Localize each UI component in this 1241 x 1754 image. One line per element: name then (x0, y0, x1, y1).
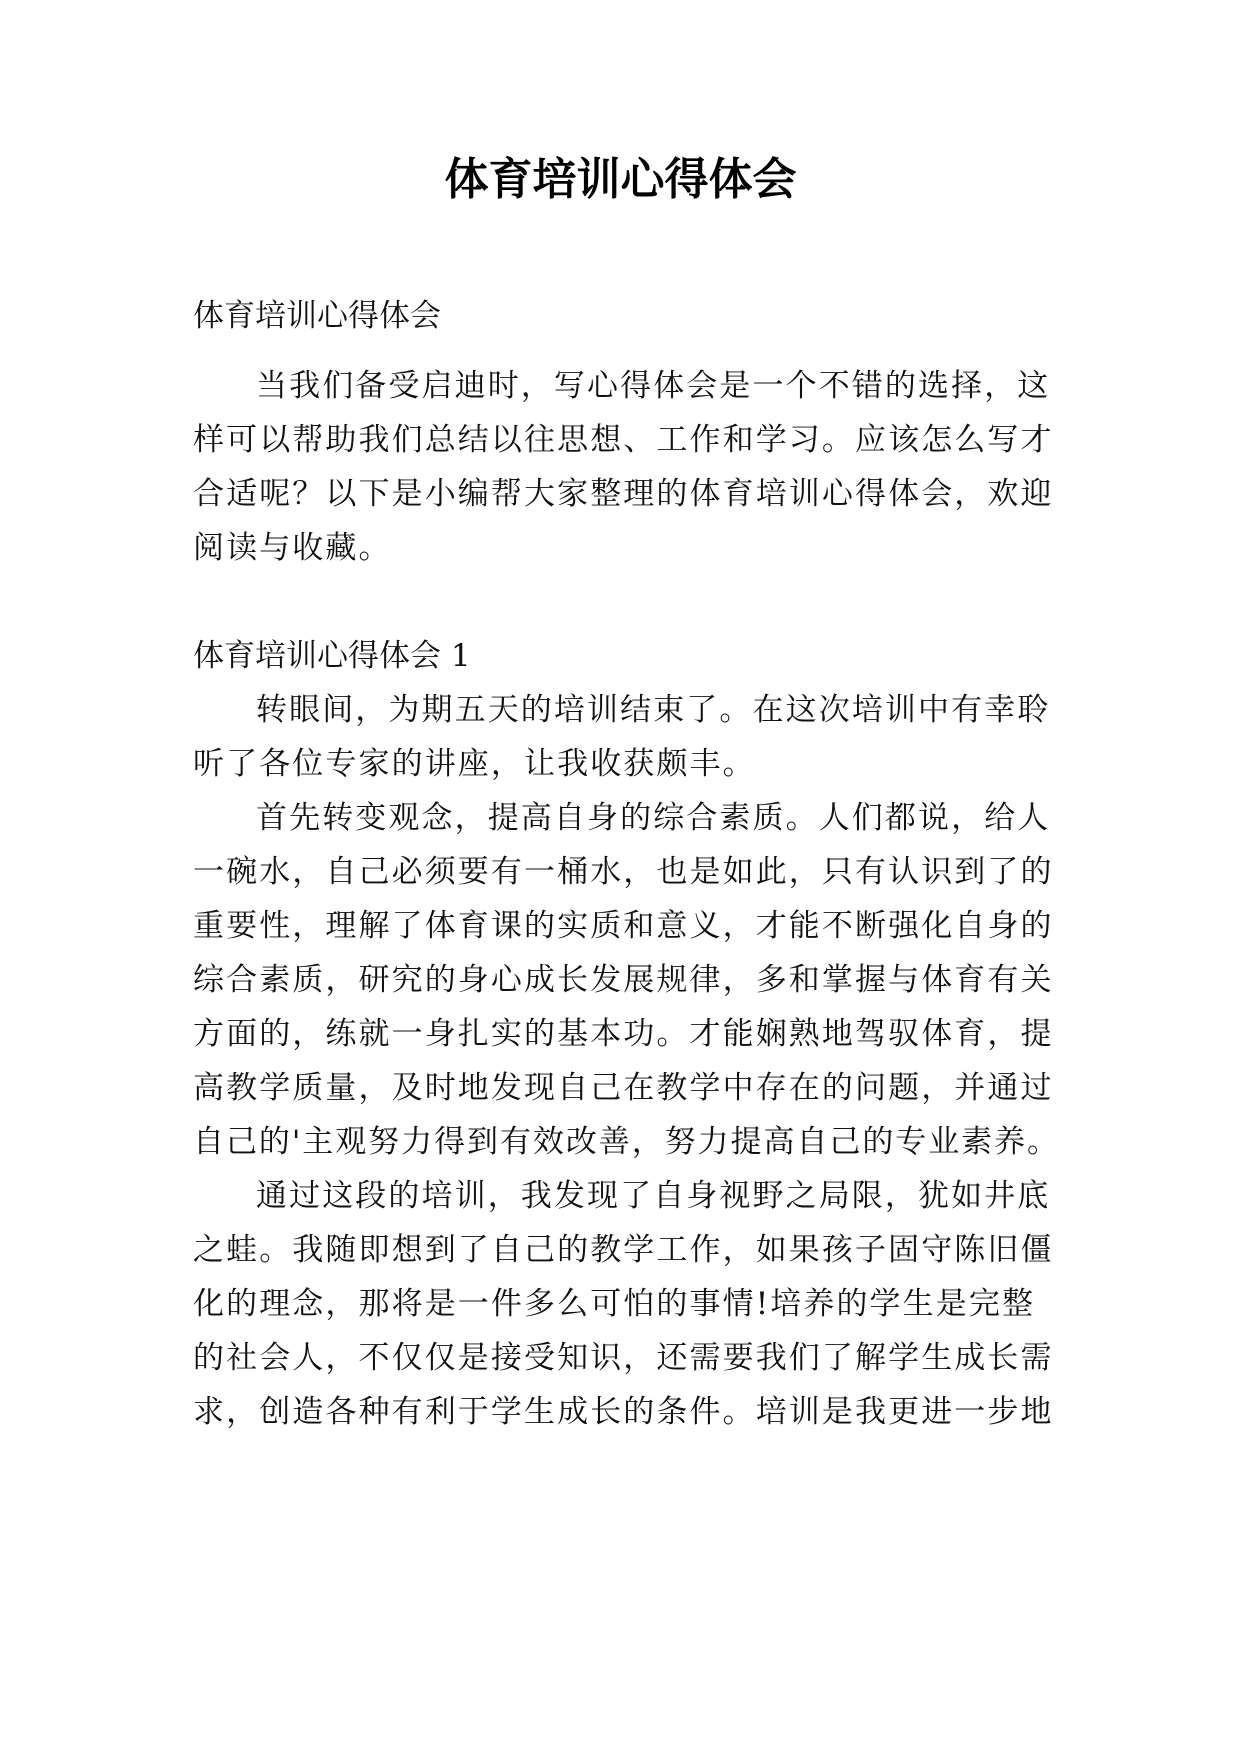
body-line: 求，创造各种有利于学生成长的条件。培训是我更进一步地 (193, 1394, 1054, 1430)
body-line: 通过这段的培训，我发现了自身视野之局限，犹如井底 (256, 1178, 1051, 1214)
section-heading: 体育培训心得体会 1 (193, 638, 471, 674)
body-line: 综合素质，研究的身心成长发展规律，多和掌握与体育有关 (193, 962, 1054, 998)
body-line: 重要性，理解了体育课的实质和意义，才能不断强化自身的 (193, 908, 1054, 944)
body-line: 高教学质量，及时地发现自己在教学中存在的问题，并通过 (193, 1070, 1054, 1106)
document-title: 体育培训心得体会 (444, 154, 797, 205)
body-line: 的社会人，不仅仅是接受知识，还需要我们了解学生成长需 (193, 1340, 1054, 1376)
body-line: 化的理念，那将是一件多么可怕的事情!培养的学生是完整 (193, 1286, 1036, 1322)
body-line: 之蛙。我随即想到了自己的教学工作，如果孩子固守陈旧僵 (193, 1232, 1054, 1268)
document-subtitle: 体育培训心得体会 (193, 298, 441, 334)
intro-line: 当我们备受启迪时，写心得体会是一个不错的选择，这 (256, 368, 1051, 404)
body-line: 方面的，练就一身扎实的基本功。才能娴熟地驾驭体育，提 (193, 1016, 1054, 1052)
body-line: 自己的'主观努力得到有效改善，努力提高自己的专业素养。 (193, 1124, 1060, 1160)
body-line: 听了各位专家的讲座，让我收获颇丰。 (193, 746, 756, 782)
intro-line: 样可以帮助我们总结以往思想、工作和学习。应该怎么写才 (193, 422, 1054, 458)
body-line: 一碗水，自己必须要有一桶水，也是如此，只有认识到了的 (193, 854, 1054, 890)
body-line: 首先转变观念，提高自身的综合素质。人们都说，给人 (256, 800, 1051, 836)
body-line: 转眼间，为期五天的培训结束了。在这次培训中有幸聆 (256, 692, 1051, 728)
intro-line: 合适呢？以下是小编帮大家整理的体育培训心得体会，欢迎 (193, 476, 1054, 512)
intro-line: 阅读与收藏。 (193, 530, 392, 566)
